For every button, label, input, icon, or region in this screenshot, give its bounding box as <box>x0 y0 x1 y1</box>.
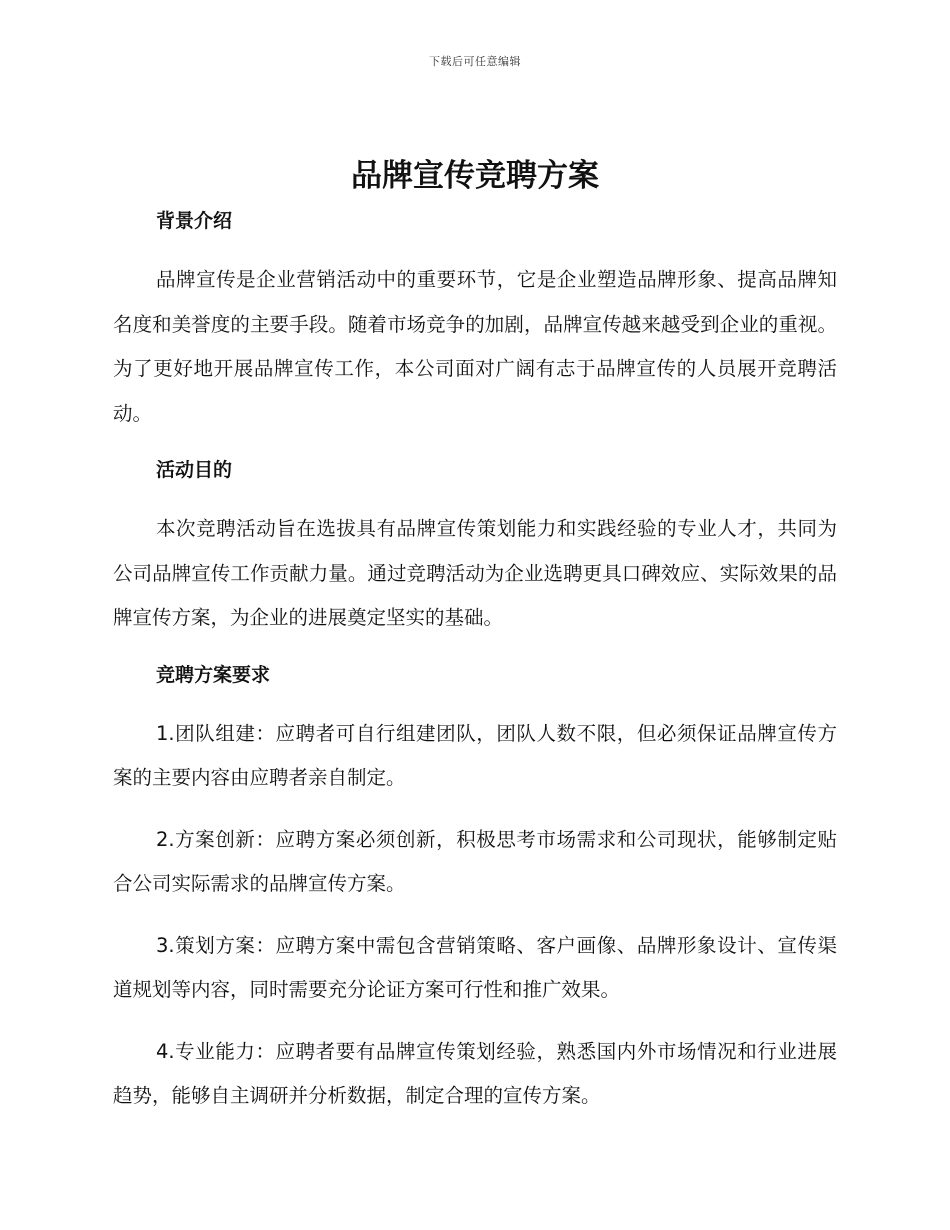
requirement-item-expertise: 4.专业能力：应聘者要有品牌宣传策划经验，熟悉国内外市场情况和行业进展趋势，能够自主调研并分析数据，制定合理的宣传方案。 <box>113 1039 837 1107</box>
requirement-item-team: 1.团队组建：应聘者可自行组建团队，团队人数不限，但必须保证品牌宣传方案的主要内容由应聘者亲自制定。 <box>113 721 837 789</box>
section-heading-requirements: 竞聘方案要求 <box>156 663 271 686</box>
header-note: 下载后可任意编辑 <box>429 55 521 68</box>
paragraph-background: 品牌宣传是企业营销活动中的重要环节，它是企业塑造品牌形象、提高品牌知名度和美誉度的主要手段。随着市场竞争的加剧，品牌宣传越来越受到企业的重视。为了更好地开展品牌宣传工作，本公司面对广阔有志于品牌宣传的人员展开竞聘活动。 <box>113 268 837 425</box>
page-title: 品牌宣传竞聘方案 <box>351 158 599 194</box>
document-body <box>113 204 837 1119</box>
section-heading-purpose: 活动目的 <box>156 459 233 481</box>
requirement-item-planning: 3.策划方案：应聘方案中需包含营销策略、客户画像、品牌形象设计、宣传渠道规划等内容，同时需要充分论证方案可行性和推广效果。 <box>113 933 837 1001</box>
section-heading-background: 背景介绍 <box>156 210 233 232</box>
paragraph-purpose: 本次竞聘活动旨在选拔具有品牌宣传策划能力和实践经验的专业人才，共同为公司品牌宣传工作贡献力量。通过竞聘活动为企业选聘更具口碑效应、实际效果的品牌宣传方案，为企业的进展奠定坚实的基础。 <box>113 517 837 629</box>
requirement-item-innovation: 2.方案创新：应聘方案必须创新，积极思考市场需求和公司现状，能够制定贴合公司实际需求的品牌宣传方案。 <box>113 827 837 895</box>
